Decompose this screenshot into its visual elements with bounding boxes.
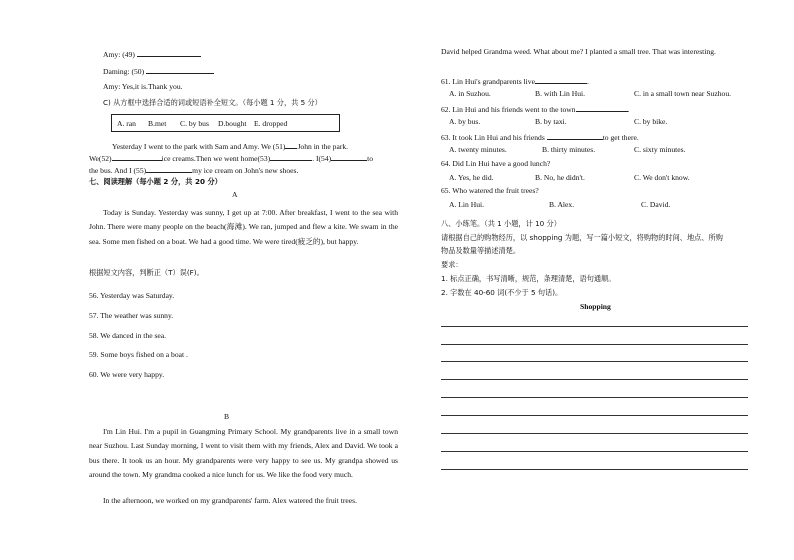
mc-question-63 (441, 131, 639, 142)
mc-option[interactable]: C. by bike. (634, 117, 668, 126)
mc-option[interactable]: A. Lin Hui. (449, 200, 485, 209)
section-c-heading: C) 从方框中选择合适的词或短语补全短文。（每小题 1 分，共 5 分） (103, 98, 322, 107)
mc-question-65: 65. Who watered the fruit trees? (441, 186, 539, 195)
word-option-box (111, 114, 340, 132)
dialog-text: Daming: (50) (103, 67, 145, 76)
passage-a-label: A (232, 190, 238, 199)
answer-blank-54[interactable] (331, 152, 367, 161)
question-stem: 62. Lin Hui and his friends went to the town (441, 105, 576, 114)
requirement-item: 1. 标点正确，书写清晰，规范，条理清楚，语句通顺。 (441, 274, 616, 283)
mc-option[interactable]: C. David. (641, 200, 671, 209)
writing-line[interactable] (441, 415, 748, 416)
writing-line[interactable] (441, 344, 748, 345)
mc-option[interactable]: B. thirty minutes. (542, 145, 596, 154)
answer-blank-53[interactable] (270, 152, 312, 161)
cloze-text: the bus. And I (55) (89, 166, 147, 175)
section-8-heading: 八、小练笔。（共 1 小题，计 10 分） (441, 219, 561, 228)
mc-option[interactable]: C. in a small town near Suzhou. (634, 89, 732, 98)
section-7-heading: 七、阅读理解（每小题 2 分，共 20 分） (89, 177, 222, 186)
writing-line[interactable] (441, 451, 748, 452)
cloze-text: to (367, 154, 374, 163)
writing-line[interactable] (441, 361, 748, 362)
passage-a: Today is Sunday. Yesterday was sunny, I get up at 7:00. After breakfast, I went to the sea with John. There were many people on the beach(海滩). We ran, jumped and flew a kite. We swam in the sea. Some men fished on a boat. We had a good time. We were tired(疲乏的), but happy. (89, 208, 398, 246)
cloze-text: my ice cream on John's new shoes. (192, 166, 299, 175)
requirement-item: 2. 字数在 40-60 词(不少于 5 句话)。 (441, 288, 563, 297)
passage-b-label: B (224, 412, 230, 421)
writing-line[interactable] (441, 397, 748, 398)
mc-option[interactable]: A. twenty minutes. (449, 145, 507, 154)
passage-b-continued: David helped Grandma weed. What about me? I planted a small tree. That was interesting. (441, 47, 716, 56)
mc-option[interactable]: C. sixty minutes. (634, 145, 686, 154)
writing-line[interactable] (441, 379, 748, 380)
answer-blank-49[interactable] (137, 48, 201, 57)
answer-blank-52[interactable] (112, 152, 162, 161)
word-option: A. ran (117, 119, 136, 128)
tf-question: 58. We danced in the sea. (89, 331, 167, 340)
answer-blank-50[interactable] (146, 65, 214, 74)
tf-question: 60. We were very happy. (89, 370, 165, 379)
cloze-text: John in the park. (297, 142, 349, 151)
word-option: D.bought (218, 119, 247, 128)
mc-option[interactable]: C. We don't know. (634, 173, 690, 182)
mc-question-61: 61. Lin Hui's grandparents live . (441, 77, 589, 86)
passage-b: I'm Lin Hui. I'm a pupil in Guangming Primary School. My grandparents live in a small town near Suzhou. Last Sunday morning, I went to visit them with my friends, Alex and David. We took a bus there. It took us an hour. My grandparents were very happy to see us. My grandpa showed us around the town. My grandma cooked a nice lunch for us. We like the food very much. (89, 427, 398, 479)
requirements-label: 要求： (441, 260, 463, 269)
tf-question: 59. Some boys fished on a boat . (89, 350, 188, 359)
mc-option[interactable]: B. with Lin Hui. (535, 89, 585, 98)
cloze-line-1 (112, 140, 348, 151)
dialog-text: Amy: (49) (103, 50, 135, 59)
cloze-line-2 (89, 152, 373, 163)
writing-line[interactable] (441, 326, 748, 327)
mc-option[interactable]: A. in Suzhou. (449, 89, 491, 98)
answer-blank-63[interactable] (547, 131, 603, 140)
tf-instruction: 根据短文内容，判断正（T）误(F)。 (89, 268, 204, 277)
dialog-line-50 (103, 65, 214, 76)
mc-option[interactable]: B. Alex. (549, 200, 575, 209)
dialog-line-49 (103, 48, 201, 59)
cloze-text: We(52) (89, 154, 112, 163)
mc-option[interactable]: A. by bus. (449, 117, 481, 126)
mc-option[interactable]: A. Yes, he did. (449, 173, 494, 182)
writing-title: Shopping (580, 302, 611, 311)
question-stem: 61. Lin Hui's grandparents live (441, 77, 535, 86)
word-option: C. by bus (180, 119, 209, 128)
answer-blank-55[interactable] (146, 164, 192, 173)
question-stem: 63. It took Lin Hui and his friends (441, 133, 545, 142)
mc-option[interactable]: B. by taxi. (535, 117, 567, 126)
answer-blank-51[interactable] (285, 140, 297, 149)
dialog-line-end: Amy: Yes,it is.Thank you. (103, 82, 183, 91)
mc-option[interactable]: B. No, he didn't. (535, 173, 585, 182)
cloze-text: ice creams.Then we went home(53) (161, 154, 271, 163)
writing-prompt: 请根据自己的购物经历，以 shopping 为题，写一篇小短文，将购物的时间、地点、所购 (441, 233, 723, 242)
cloze-line-3 (89, 164, 298, 175)
passage-b-second-para: In the afternoon, we worked on my grandparents' farm. Alex watered the fruit trees. (103, 496, 357, 505)
question-stem: to get there. (602, 133, 639, 142)
tf-question: 57. The weather was sunny. (89, 311, 174, 320)
cloze-text: . I(54) (312, 154, 332, 163)
writing-line[interactable] (441, 469, 748, 470)
mc-question-64: 64. Did Lin Hui have a good lunch? (441, 159, 551, 168)
writing-line[interactable] (441, 433, 748, 434)
answer-blank-61[interactable] (535, 75, 587, 84)
cloze-text: Yesterday I went to the park with Sam and Amy. We (51) (112, 142, 286, 151)
tf-question: 56. Yesterday was Saturday. (89, 291, 175, 300)
answer-blank-62[interactable] (576, 103, 628, 112)
word-option: B.met (148, 119, 167, 128)
mc-question-62: 62. Lin Hui and his friends went to the town . (441, 105, 630, 114)
word-option: E. dropped (254, 119, 288, 128)
writing-prompt: 物品及数量等描述清楚。 (441, 246, 521, 255)
